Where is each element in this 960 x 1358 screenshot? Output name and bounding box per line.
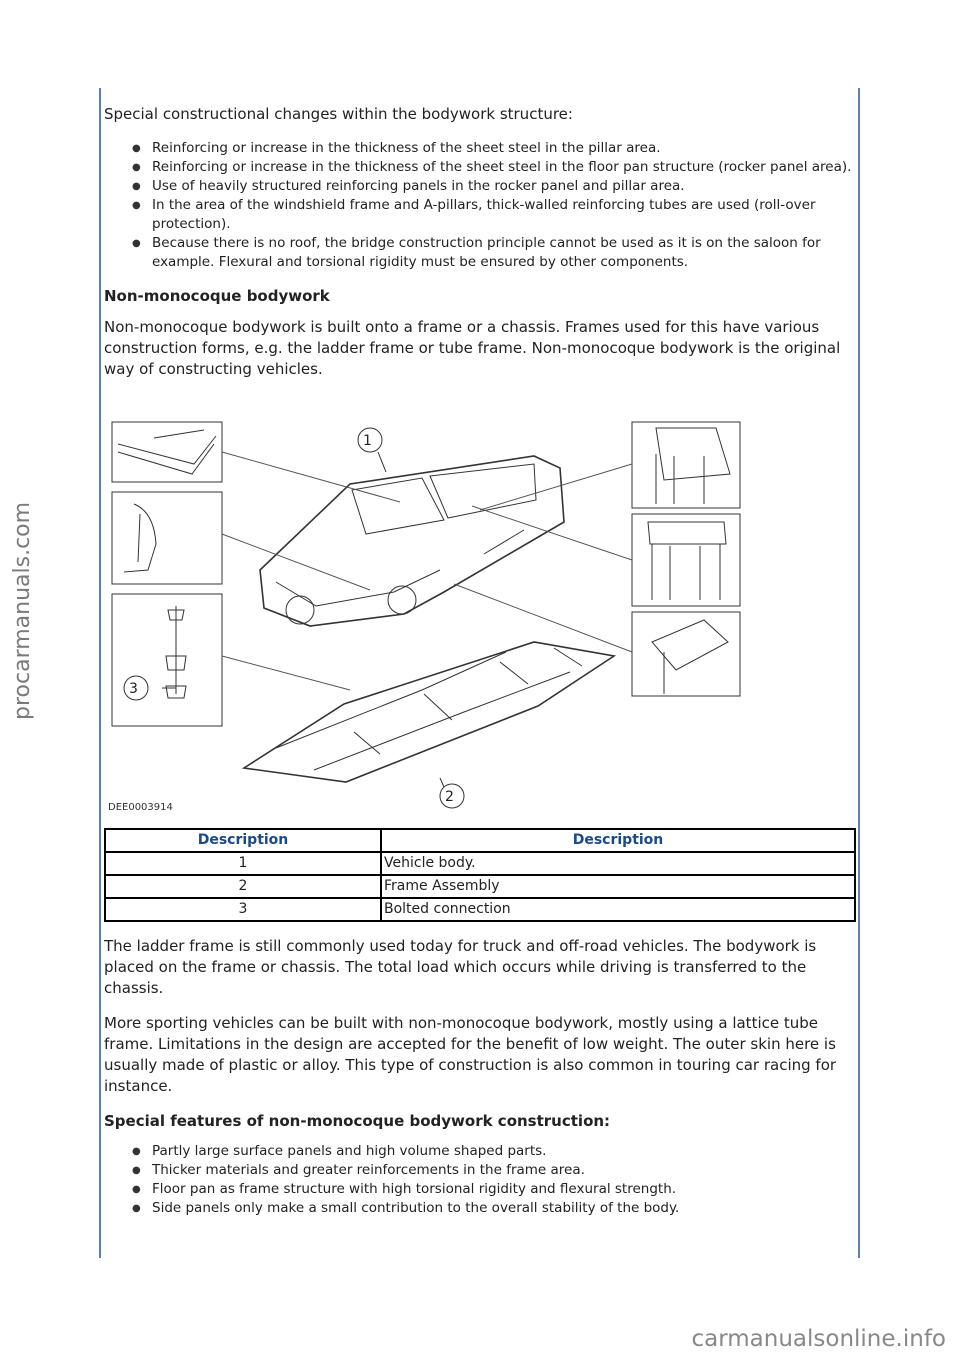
features-heading: Special features of non-monocoque bodywork construction: xyxy=(104,1112,611,1130)
table-row xyxy=(105,852,855,875)
table-cell-number: 1 xyxy=(105,852,381,875)
callout-2: 2 xyxy=(445,789,454,805)
features-list xyxy=(104,1142,856,1218)
list-item: ● In the area of the windshield frame and A-pillars, thick-walled reinforcing tubes are used (roll-over protection). xyxy=(152,196,856,234)
list-item: ● Partly large surface panels and high volume shaped parts. xyxy=(152,1142,856,1161)
left-border-line xyxy=(99,88,101,1258)
list-item: ● Because there is no roof, the bridge construction principle cannot be used as it is on the saloon for example. Flexural and torsional rigidity must be ensured by other components. xyxy=(152,234,856,272)
right-border-line xyxy=(858,88,860,1258)
detail-box-roof-rail xyxy=(112,422,222,482)
ladder-frame-outline xyxy=(244,642,614,782)
section-heading: Non-monocoque bodywork xyxy=(104,287,330,305)
paragraph-sporting-vehicles: More sporting vehicles can be built with non-monocoque bodywork, mostly using a lattice tube frame. Limitations in the design are accepted for the benefit of low weight. The outer skin here is usually made of plastic or alloy. This type of construction is also common in touring car racing for instance. xyxy=(104,1014,837,1095)
table-row xyxy=(105,875,855,898)
illustration-drawing xyxy=(104,394,856,820)
list-item: ● Reinforcing or increase in the thickness of the sheet steel in the floor pan structure (rocker panel area). xyxy=(152,158,856,177)
table-cell-number: 2 xyxy=(105,875,381,898)
list-item: ● Use of heavily structured reinforcing panels in the rocker panel and pillar area. xyxy=(152,177,856,196)
side-watermark: procarmanuals.com xyxy=(10,501,35,720)
callout-markers xyxy=(124,428,464,808)
bottom-watermark: carmanualsonline.info xyxy=(691,1326,946,1352)
section-paragraph: Non-monocoque bodywork is built onto a frame or a chassis. Frames used for this have various construction forms, e.g. the ladder frame or tube frame. Non-monocoque bodywork is the original way of constructing vehicles. xyxy=(104,318,841,378)
list-item: ● Thicker materials and greater reinforcements in the frame area. xyxy=(152,1161,856,1180)
vehicle-frame-illustration xyxy=(104,394,856,820)
paragraph-ladder-frame: The ladder frame is still commonly used today for truck and off-road vehicles. The bodywork is placed on the frame or chassis. The total load which occurs while driving is transferred to the chassis. xyxy=(104,937,817,997)
table-row xyxy=(105,898,855,921)
figure-id: DEE0003914 xyxy=(108,802,173,813)
table-cell-description: Vehicle body. xyxy=(381,852,855,875)
intro-text: Special constructional changes within the bodywork structure: xyxy=(104,105,573,123)
callout-1: 1 xyxy=(363,433,372,449)
table-cell-number: 3 xyxy=(105,898,381,921)
description-table xyxy=(104,828,856,922)
table-header: Description xyxy=(381,829,855,852)
detail-box-lower-section xyxy=(632,612,740,696)
table-header-row xyxy=(105,829,855,852)
table-cell-description: Frame Assembly xyxy=(381,875,855,898)
page-content xyxy=(104,104,856,1232)
detail-box-upper-section xyxy=(632,422,740,508)
list-item: ● Reinforcing or increase in the thickness of the sheet steel in the pillar area. xyxy=(152,139,856,158)
callout-3: 3 xyxy=(129,681,138,697)
vehicle-body-outline xyxy=(260,456,564,626)
table-cell-description: Bolted connection xyxy=(381,898,855,921)
detail-box-pillar xyxy=(112,492,222,584)
list-item: ● Floor pan as frame structure with high torsional rigidity and flexural strength. xyxy=(152,1180,856,1199)
list-item: ● Side panels only make a small contribution to the overall stability of the body. xyxy=(152,1199,856,1218)
table-header: Description xyxy=(105,829,381,852)
changes-list xyxy=(104,139,856,272)
